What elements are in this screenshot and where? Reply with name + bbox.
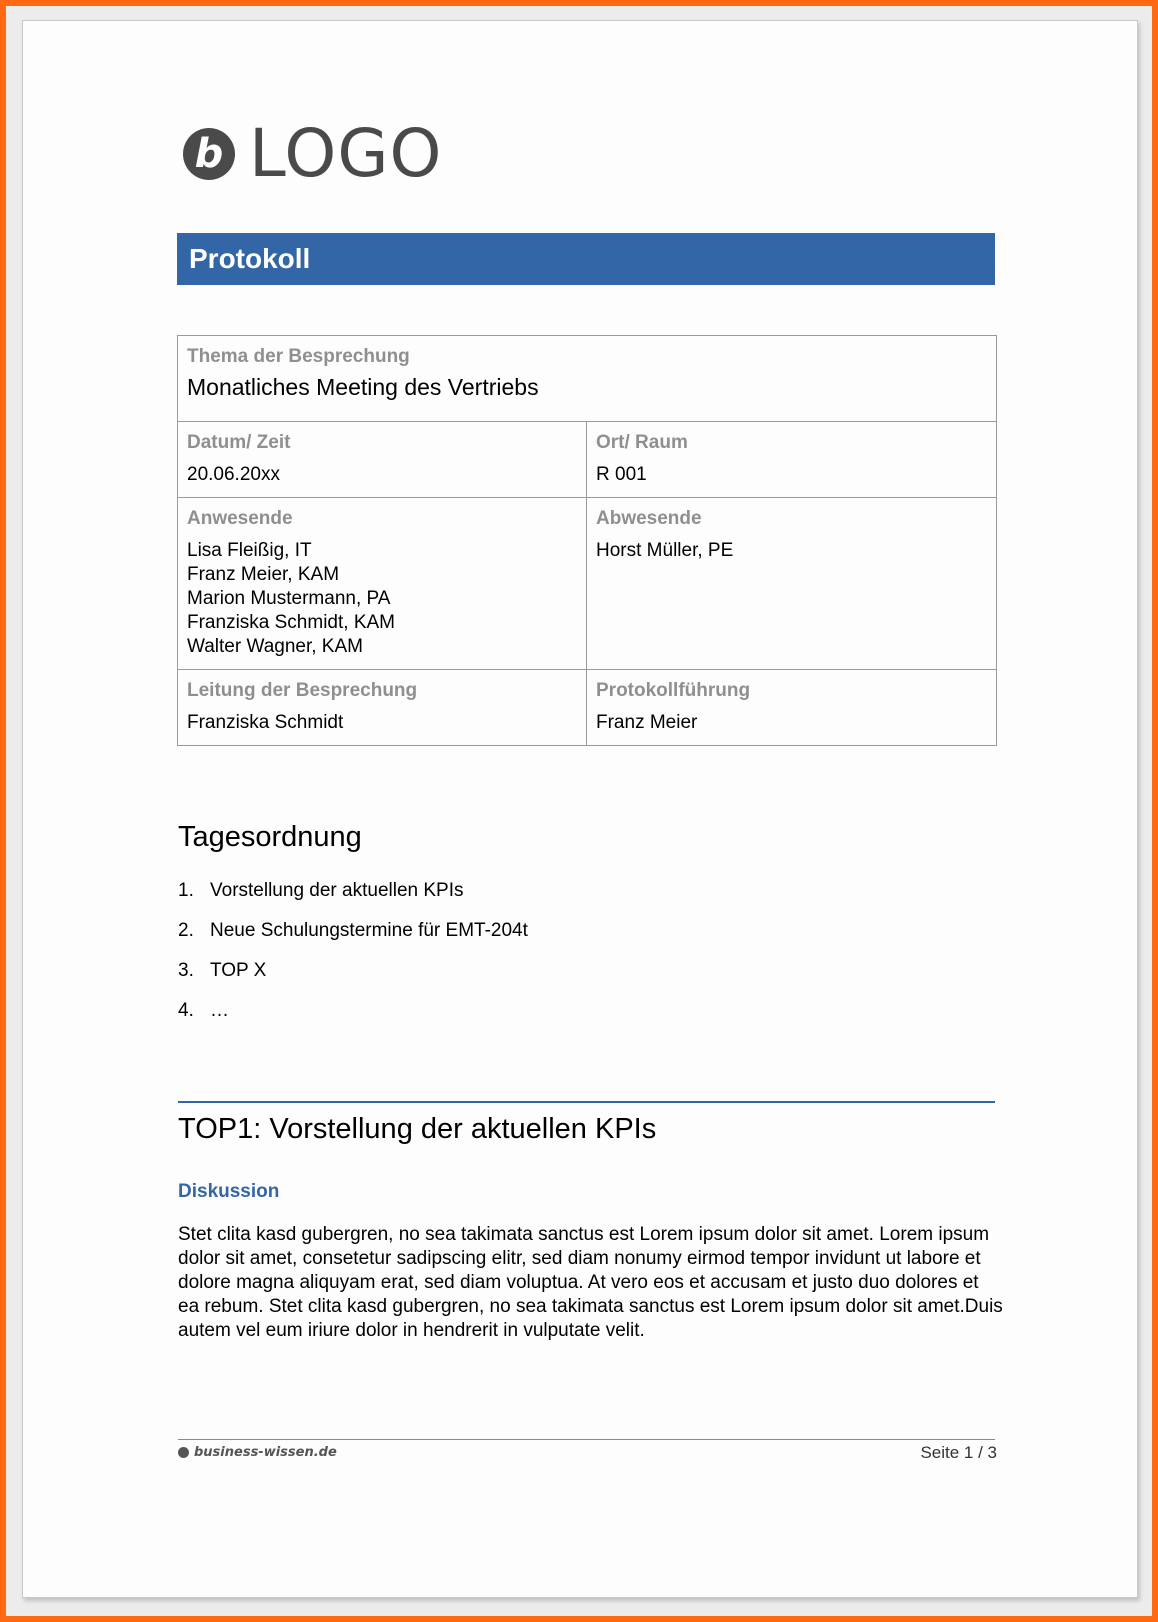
agenda-list	[178, 879, 528, 1039]
meeting-info-table	[177, 335, 997, 746]
date-cell	[178, 422, 587, 498]
brand-dot-icon	[178, 1447, 189, 1458]
table-row	[178, 670, 997, 746]
logo-text: LOGO	[249, 115, 443, 192]
agenda-number: 4.	[178, 1000, 194, 1021]
present-person: Marion Mustermann, PA	[187, 588, 391, 609]
list-item	[178, 919, 528, 959]
lead-cell	[178, 670, 587, 746]
agenda-text: …	[210, 1000, 229, 1021]
discussion-subheading: Diskussion	[178, 1181, 280, 1202]
topic-cell	[178, 336, 997, 422]
agenda-text: Neue Schulungstermine für EMT-204t	[210, 920, 528, 941]
minutes-cell	[587, 670, 997, 746]
list-item	[178, 999, 528, 1039]
document-page	[22, 20, 1138, 1598]
absent-cell	[587, 498, 997, 670]
table-row	[178, 498, 997, 670]
topic-value: Monatliches Meeting des Vertriebs	[187, 374, 539, 400]
discussion-paragraph: Stet clita kasd gubergren, no sea takimata sanctus est Lorem ipsum dolor sit amet. Lorem ipsum dolor sit amet, consetetur sadipscing elitr, sed diam nonumy eirmod tempor invidunt ut labore et dolore magna aliquyam erat, sed diam voluptua. At vero eos et accusam et justo duo dolores et ea rebum. Stet clita kasd gubergren, no sea takimata sanctus est Lorem ipsum dolor sit amet.Duis autem vel eum iriure dolor in hendrerit in vulputate velit.	[178, 1224, 1003, 1341]
list-item	[178, 959, 528, 999]
document-title-bar	[177, 233, 995, 285]
present-cell	[178, 498, 587, 670]
agenda-text: Vorstellung der aktuellen KPIs	[210, 880, 464, 901]
absent-label: Abwesende	[596, 508, 702, 529]
present-person: Lisa Fleißig, IT	[187, 540, 312, 561]
footer-brand	[178, 1445, 337, 1460]
page-number: Seite 1 / 3	[920, 1443, 997, 1462]
room-value: R 001	[596, 464, 647, 485]
footer-divider	[178, 1439, 995, 1440]
agenda-heading: Tagesordnung	[178, 821, 362, 853]
agenda-number: 2.	[178, 920, 194, 941]
table-row	[178, 422, 997, 498]
lead-label: Leitung der Besprechung	[187, 680, 418, 701]
table-row	[178, 336, 997, 422]
present-person: Walter Wagner, KAM	[187, 636, 363, 657]
logo-mark: b	[183, 128, 235, 180]
minutes-label: Protokollführung	[596, 680, 751, 701]
room-label: Ort/ Raum	[596, 432, 688, 453]
section-divider	[178, 1101, 995, 1103]
lead-value: Franziska Schmidt	[187, 712, 344, 733]
agenda-number: 1.	[178, 880, 194, 901]
list-item	[178, 879, 528, 919]
date-label: Datum/ Zeit	[187, 432, 291, 453]
present-person: Franziska Schmidt, KAM	[187, 612, 395, 633]
footer-brand-text: business-wissen.de	[194, 1445, 337, 1460]
agenda-text: TOP X	[210, 960, 267, 981]
room-cell	[587, 422, 997, 498]
present-label: Anwesende	[187, 508, 293, 529]
document-title: Protokoll	[189, 243, 311, 274]
company-logo	[183, 115, 443, 192]
minutes-value: Franz Meier	[596, 712, 698, 733]
absent-person: Horst Müller, PE	[596, 540, 734, 561]
present-person: Franz Meier, KAM	[187, 564, 340, 585]
agenda-number: 3.	[178, 960, 194, 981]
topic-label: Thema der Besprechung	[187, 346, 410, 367]
date-value: 20.06.20xx	[187, 464, 280, 485]
top1-heading: TOP1: Vorstellung der aktuellen KPIs	[178, 1113, 657, 1145]
